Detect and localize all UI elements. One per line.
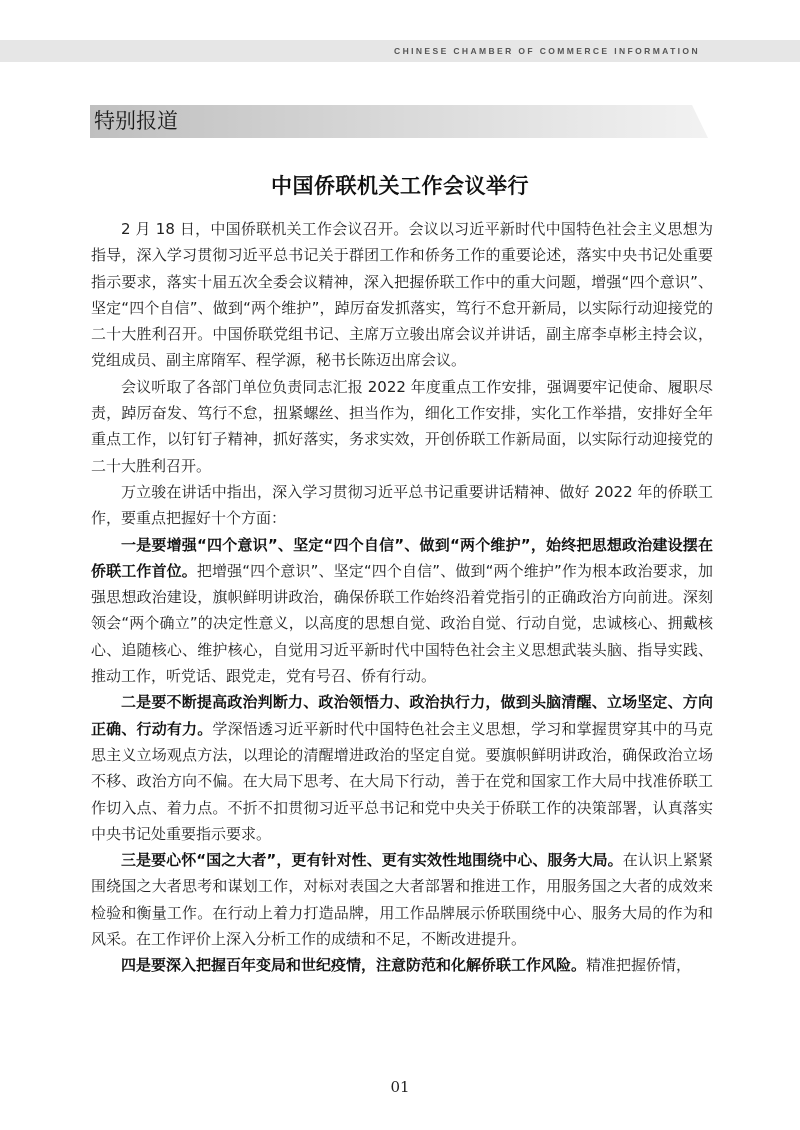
- section-banner: [90, 105, 708, 138]
- paragraph-text: 万立骏在讲话中指出，深入学习贯彻习近平总书记重要讲话精神、做好 2022 年的侨联工作，要重点把握好十个方面：: [91, 482, 713, 528]
- paragraph: [91, 216, 713, 374]
- paragraph-lead: 二是要不断提高政治判断力、政治领悟力、政治执行力，做到头脑清醒、立场坚定、方向正确、行动有力。: [91, 693, 713, 738]
- paragraph-text: 把增强“四个意识”、坚定“四个自信”、做到“两个维护”作为根本政治要求，加强思想政治建设，旗帜鲜明讲政治，确保侨联工作始终沿着党指引的正确政治方向前进。深刻领会“两个确立”的决定性意义，以高度的思想自觉、政治自觉、行动自觉，忠诚核心、拥戴核心、追随核心、维护核心，自觉用习近平新时代中国特色社会主义思想武装头脑、指导实践、推动工作，听党话、跟党走，党有号召、侨有行动。: [91, 561, 713, 686]
- paragraph: [91, 952, 713, 978]
- paragraph-text: 会议听取了各部门单位负责同志汇报 2022 年度重点工作安排，强调要牢记使命、履职尽责，踔厉奋发、笃行不怠，扭紧螺丝、担当作为，细化工作安排，实化工作举措，安排好全年重点工作，以钉钉子精神，抓好落实，务求实效，开创侨联工作新局面，以实际行动迎接党的二十大胜利召开。: [91, 377, 713, 475]
- paragraph-lead: 四是要深入把握百年变局和世纪疫情，注意防范和化解侨联工作风险。: [121, 956, 587, 975]
- paragraph: [91, 374, 713, 479]
- section-title: 特别报道: [94, 109, 178, 133]
- paragraph: [91, 689, 713, 847]
- paragraph-lead: 一是要增强“四个意识”、坚定“四个自信”、做到“两个维护”，始终把思想政治建设摆在侨联工作首位。: [91, 535, 713, 580]
- article-body: [91, 216, 713, 979]
- paragraph-lead: 三是要心怀“国之大者”，更有针对性、更有实效性地围绕中心、服务大局。: [121, 851, 623, 870]
- running-header: [0, 40, 800, 62]
- paragraph-text: 学深悟透习近平新时代中国特色社会主义思想，学习和掌握贯穿其中的马克思主义立场观点方法，以理论的清醒增进政治的坚定自觉。要旗帜鲜明讲政治，确保政治立场不移、政治方向不偏。在大局下思考、在大局下行动，善于在党和国家工作大局中找准侨联工作切入点、着力点。不折不扣贯彻习近平总书记和党中央关于侨联工作的决策部署，认真落实中央书记处重要指示要求。: [91, 719, 713, 843]
- paragraph-text: 在认识上紧紧围绕国之大者思考和谋划工作，对标对表国之大者部署和推进工作，用服务国之大者的成效来检验和衡量工作。在行动上着力打造品牌，用工作品牌展示侨联围绕中心、服务大局的作为和风采。在工作评价上深入分析工作的成绩和不足，不断改进提升。: [91, 851, 713, 949]
- paragraph: [91, 847, 713, 952]
- publication-name: CHINESE CHAMBER OF COMMERCE INFORMATION: [394, 46, 700, 56]
- page-number: 01: [390, 1078, 410, 1096]
- paragraph: [91, 532, 713, 690]
- section-banner-background: [90, 105, 708, 138]
- paragraph-text: 精准把握侨情，: [586, 956, 692, 975]
- paragraph-text: 2 月 18 日，中国侨联机关工作会议召开。会议以习近平新时代中国特色社会主义思想为指导，深入学习贯彻习近平总书记关于群团工作和侨务工作的重要论述，落实中央书记处重要指示要求，落实十届五次全委会议精神，深入把握侨联工作中的重大问题，增强“四个意识”、坚定“四个自信”、做到“两个维护”，踔厉奋发抓落实，笃行不怠开新局，以实际行动迎接党的二十大胜利召开。中国侨联党组书记、主席万立骏出席会议并讲话，副主席李卓彬主持会议，党组成员、副主席隋军、程学源，秘书长陈迈出席会议。: [91, 220, 713, 370]
- article-title: 中国侨联机关工作会议举行: [271, 174, 529, 198]
- paragraph: [91, 479, 713, 532]
